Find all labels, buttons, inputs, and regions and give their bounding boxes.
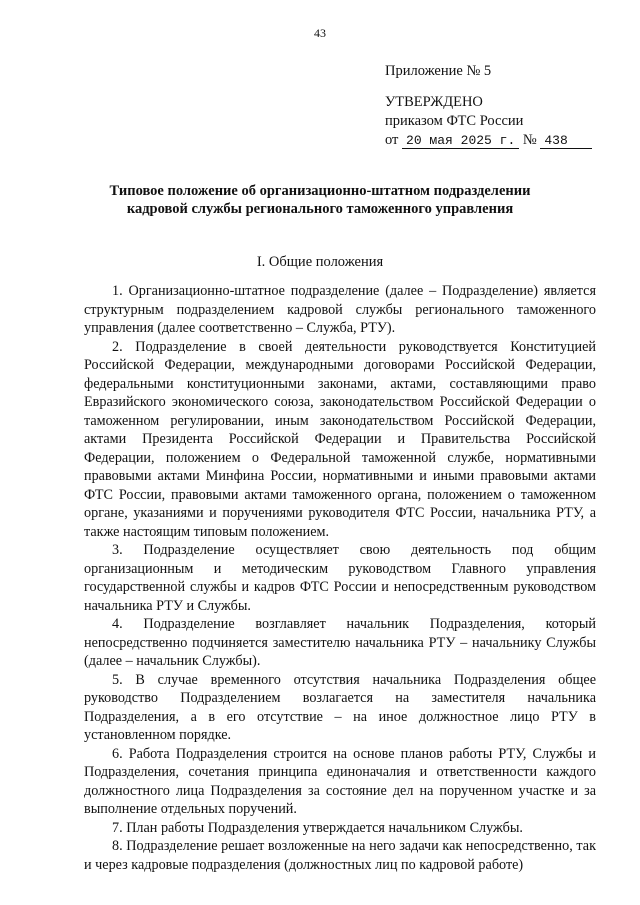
section-heading: I. Общие положения [256,254,384,270]
order-line [385,131,592,150]
paragraph-3: 3. Подразделение осуществляет свою деятельность под общим организационным и методическим руководством Главного управления государственной службы и кадров ФТС России и непосредственным руководством начальника РТУ и Службы. [84,542,596,614]
paragraph-1: 1. Организационно-штатное подразделение (далее – Подразделение) является структурным подразделением кадровой службы регионального таможенного управления (далее соответственно – Служба, РТУ). [84,283,596,336]
page-number: 43 [314,26,326,40]
title-line-1: Типовое положение об организационно-штатном подразделении [109,183,531,199]
number-prefix: № [522,132,537,148]
paragraph-6: 6. Работа Подразделения строится на основе планов работы РТУ, Службы и Подразделения, сочетания принципа единоначалия и ответственности каждого должностного лица Подразделения за состояние дел на порученном участке и за выполнение отдельных поручений. [84,745,596,817]
from-prefix: от [385,132,399,148]
document-title [90,182,550,218]
by-order-label: приказом ФТС России [385,113,524,129]
body-text [84,282,596,874]
paragraph-5: 5. В случае временного отсутствия начальника Подразделения общее руководство Подразделением возлагается на заместителя начальника Подразделения, а в его отсутствие – на иное должностное лицо РТУ в установленном порядке. [84,671,596,743]
paragraph-7: 7. План работы Подразделения утверждается начальником Службы. [112,819,523,836]
order-number: 438 [540,134,592,149]
approval-block [385,62,592,150]
order-date: 20 мая 2025 г. [402,134,519,149]
paragraph-2: 2. Подразделение в своей деятельности руководствуется Конституцией Российской Федерации, международными договорами Российской Федерации, федеральными конституционными законами, актами, составляющими право Евразийского экономического союза, законодательством Российской Федерации о таможенном регулировании, иным законодательством Российской Федерации, актами Президента Российской Федерации и Правительства Российской Федерации, положением о Федеральной таможенной службе, нормативными правовыми актами Минфина России, нормативными и иными правовыми актами ФТС России, правовыми актами таможенного органа, положением о таможенном органе, указаниями и поручениями руководителя ФТС России, начальника РТУ, а также настоящим типовым положением. [84,338,596,540]
paragraph-4: 4. Подразделение возглавляет начальник Подразделения, который непосредственно подчиняется заместителю начальника РТУ – начальнику Службы (далее – начальник Службы). [84,616,596,669]
title-line-2: кадровой службы регионального таможенного управления [126,201,514,217]
paragraph-8: 8. Подразделение решает возложенные на него задачи как непосредственно, так и через кадровые подразделения (должностных лиц по кадровой работе) [84,838,596,873]
appendix-label: Приложение № 5 [385,63,492,79]
approved-label: УТВЕРЖДЕНО [385,94,483,110]
